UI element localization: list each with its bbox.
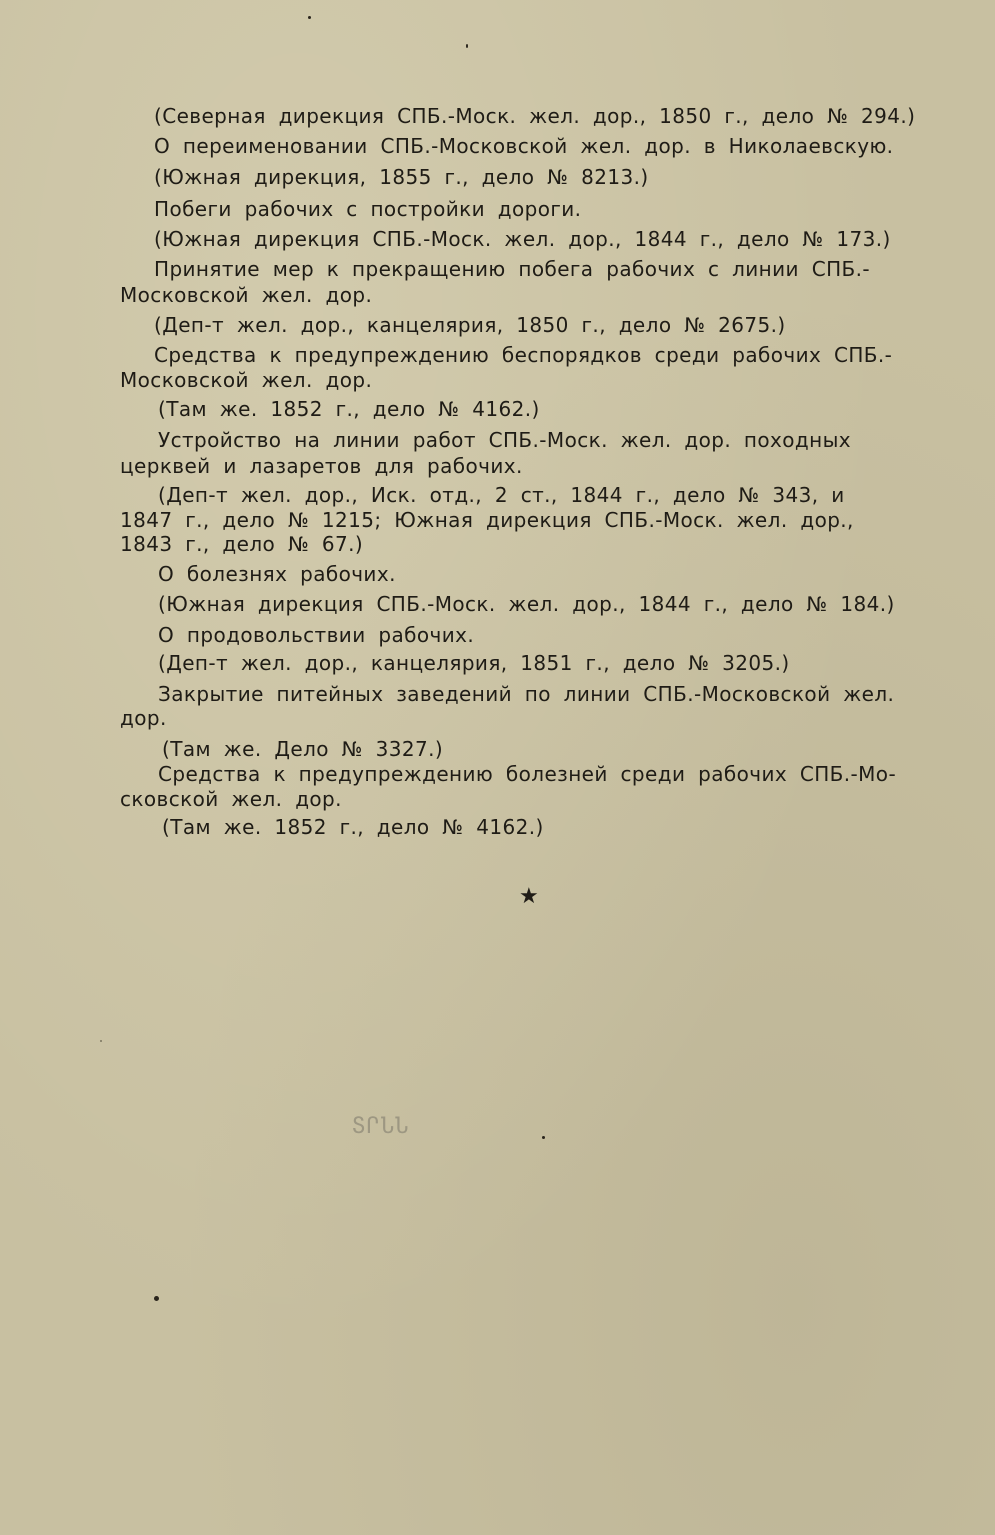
speck [100,1040,102,1042]
entry-6-line-2: Московской жел. дор. [120,283,373,307]
entry-6-line-1: Принятие мер к прекращению побега рабочих с линии СПБ.- [154,257,871,281]
entry-1-line-1: (Северная дирекция СПБ.-Моск. жел. дор., 1850 г., дело № 294.) [154,104,916,128]
speck [154,1296,159,1301]
entry-8-line-2: Московской жел. дор. [120,368,373,392]
entry-2-line-1: О переименовании СПБ.-Московской жел. дор. в Николаевскую. [154,134,894,158]
entry-17-line-1: (Там же. Дело № 3327.) [162,737,444,761]
speck [466,44,468,48]
entry-12-line-1: О болезнях рабочих. [158,562,396,586]
entry-19-line-1: (Там же. 1852 г., дело № 4162.) [162,815,544,839]
entry-3-line-1: (Южная дирекция, 1855 г., дело № 8213.) [154,165,649,189]
entry-11-line-1: (Деп-т жел. дор., Иск. отд., 2 ст., 1844 г., дело № 343, и [158,483,845,507]
entry-10-line-2: церквей и лазаретов для рабочих. [120,454,523,478]
entry-9-line-1: (Там же. 1852 г., дело № 4162.) [158,397,540,421]
faded-stamp: ՏՐՆՆ [352,1114,409,1139]
entry-10-line-1: Устройство на линии работ СПБ.-Моск. жел. дор. походных [158,428,852,452]
entry-16-line-1: Закрытие питейных заведений по линии СПБ.-Московской жел. [158,682,895,706]
speck [308,16,311,19]
star-ornament: ★ [519,884,539,909]
entry-8-line-1: Средства к предупреждению беспорядков среди рабочих СПБ.- [154,343,893,367]
entry-18-line-1: Средства к предупреждению болезней среди рабочих СПБ.-Мо- [158,762,897,786]
entry-18-line-2: сковской жел. дор. [120,787,342,811]
entry-14-line-1: О продовольствии рабочих. [158,623,475,647]
entry-4-line-1: Побеги рабочих с постройки дороги. [154,197,582,221]
entry-11-line-3: 1843 г., дело № 67.) [120,532,364,556]
speck [542,1136,545,1139]
entry-13-line-1: (Южная дирекция СПБ.-Моск. жел. дор., 1844 г., дело № 184.) [158,592,895,616]
entry-15-line-1: (Деп-т жел. дор., канцелярия, 1851 г., дело № 3205.) [158,651,790,675]
entry-11-line-2: 1847 г., дело № 1215; Южная дирекция СПБ.-Моск. жел. дор., [120,508,854,532]
entry-5-line-1: (Южная дирекция СПБ.-Моск. жел. дор., 1844 г., дело № 173.) [154,227,891,251]
entry-7-line-1: (Деп-т жел. дор., канцелярия, 1850 г., дело № 2675.) [154,313,786,337]
entry-16-line-2: дор. [120,706,167,730]
